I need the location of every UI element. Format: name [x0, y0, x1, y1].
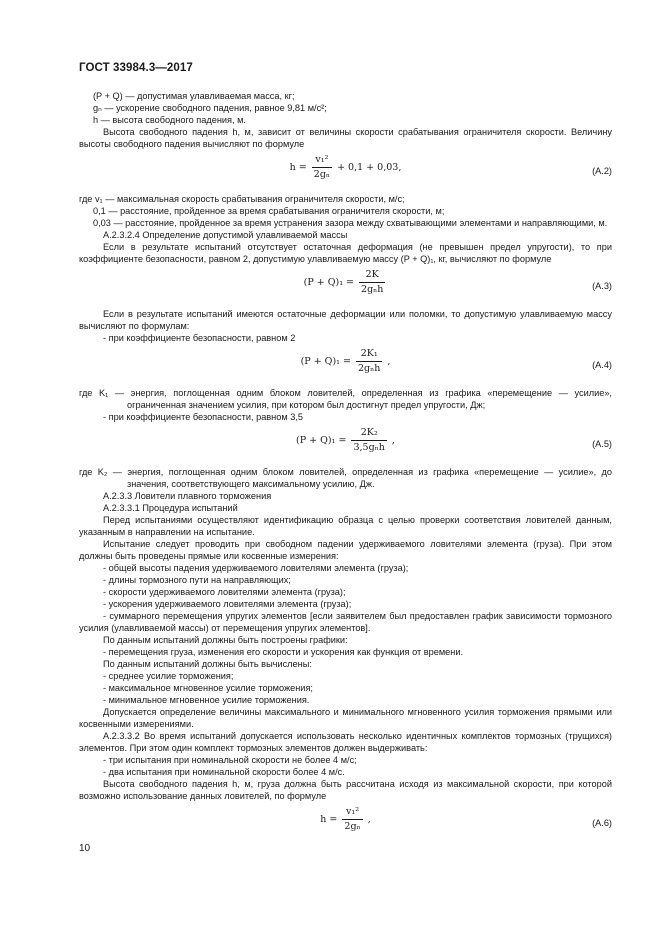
- fraction-denominator: 2gₙ: [313, 169, 331, 180]
- formula-number: (А.4): [592, 360, 612, 370]
- text-line: 0,03 — расстояние, пройденное за время устранения зазора между схватывающими элементами и направляющими, м.: [93, 218, 608, 228]
- list-item: - при коэффициенте безопасности, равном 2: [103, 333, 296, 343]
- section-heading: А.2.3.3.1 Процедура испытаний: [103, 503, 238, 513]
- formula-a4: [79, 348, 612, 382]
- list-item: - перемещения груза, изменения его скорости и ускорения как функция от времени.: [103, 647, 464, 657]
- paragraph: Перед испытаниями осуществляют идентификацию образца с целью проверки соответствия ловителей данным, указанным в направлении на испытание.: [79, 515, 612, 537]
- list-item: - при коэффициенте безопасности, равном 3,5: [103, 412, 304, 422]
- formula-a3: [79, 269, 612, 303]
- list-item: - скорости удерживаемого ловителями элемента (груза);: [103, 587, 346, 597]
- paragraph: где K₂ — энергия, поглощенная одним блоком ловителей, определенная из графика «перемещение — усилие», до значения, соответствующего максимальному усилию, Дж.: [79, 467, 612, 489]
- fraction-denominator: 3,5gₙh: [353, 442, 385, 453]
- formula-lhs: h =: [289, 162, 307, 173]
- text-line: gₙ — ускорение свободного падения, равное 9,81 м/с²;: [93, 103, 327, 113]
- formula-tail: ,: [391, 435, 395, 446]
- fraction: [359, 269, 385, 296]
- formula-lhs: (P + Q)₁ =: [300, 356, 351, 367]
- fraction-numerator: v₁²: [312, 154, 332, 168]
- fraction-numerator: 2K₂: [351, 427, 386, 441]
- fraction: [312, 154, 332, 181]
- fraction-numerator: v₁²: [342, 806, 362, 820]
- formula-lhs: (P + Q)₁ =: [296, 435, 347, 446]
- fraction-numerator: 2K₁: [356, 348, 382, 362]
- document-body: [79, 90, 612, 845]
- document-header: ГОСТ 33984.3—2017: [79, 62, 193, 74]
- list-item: - длины тормозного пути на направляющих;: [103, 575, 291, 585]
- text-line: где v₁ — максимальная скорость срабатывания ограничителя скорости, м/с;: [79, 194, 405, 204]
- page-number: 10: [79, 843, 91, 854]
- text-line: 0,1 — расстояние, пройденное за время срабатывания ограничителя скорости, м;: [93, 206, 445, 216]
- list-item: - минимальное мгновенное усилие торможения.: [103, 695, 310, 705]
- fraction-denominator: 2gₙh: [358, 363, 381, 374]
- fraction: [351, 427, 386, 454]
- paragraph: Высота свободного падения h, м, зависит от величины скорости срабатывания ограничителя скорости. Величину высоты свободного падения вычисляют по формуле: [79, 127, 612, 149]
- list-item: - суммарного перемещения упругих элементов [если заявителем был предоставлен график зависимости тормозного усилия (улавливаемой массы) от перемещения упругих элементов].: [79, 611, 612, 633]
- formula-number: (А.5): [592, 439, 612, 449]
- fraction: [356, 348, 382, 375]
- formula-lhs: h =: [320, 814, 338, 825]
- list-item: - два испытания при номинальной скорости более 4 м/с.: [103, 767, 345, 777]
- section-heading: А.2.3.2.4 Определение допустимой улавливаемой массы: [103, 230, 348, 240]
- formula-a6: [79, 806, 612, 840]
- fraction-numerator: 2K: [359, 269, 385, 283]
- paragraph: Высота свободного падения h, м, груза должна быть рассчитана исходя из максимальной скорости, при которой возможно использование данных ловителей, по формуле: [79, 779, 612, 801]
- paragraph: Испытание следует проводить при свободном падении удерживаемого ловителями элемента (груза). При этом должны быть проведены прямые или косвенные измерения:: [79, 539, 612, 561]
- paragraph: Если в результате испытаний отсутствует остаточная деформация (не превышен предел упругости), то при коэффициенте безопасности, равном 2, допустимую улавливаемую массу (P + Q)₁, кг, вычисляют по формуле: [79, 242, 612, 264]
- paragraph: Если в результате испытаний имеются остаточные деформации или поломки, то допустимую улавливаемую массу вычисляют по формулам:: [79, 309, 612, 331]
- formula-tail: ,: [367, 814, 371, 825]
- paragraph: По данным испытаний должны быть построены графики:: [103, 635, 348, 645]
- list-item: - максимальное мгновенное усилие торможения;: [103, 683, 313, 693]
- paragraph: По данным испытаний должны быть вычислены:: [103, 659, 312, 669]
- formula-tail: + 0,1 + 0,03,: [337, 162, 402, 173]
- formula-number: (А.6): [592, 818, 612, 828]
- paragraph: А.2.3.3.2 Во время испытаний допускается использовать несколько идентичных комплектов тормозных (трущихся) элементов. При этом один комплект тормозных элементов должен выдерживать:: [79, 731, 612, 753]
- fraction-denominator: 2gₙh: [361, 284, 384, 295]
- section-heading: А.2.3.3 Ловители плавного торможения: [103, 491, 272, 501]
- text-line: (P + Q) — допустимая улавливаемая масса, кг;: [93, 91, 295, 101]
- list-item: - ускорения удерживаемого ловителями элемента (груза);: [103, 599, 352, 609]
- formula-number: (А.3): [592, 281, 612, 291]
- paragraph: где K₁ — энергия, поглощенная одним блоком ловителей, определенная из графика «перемещение — усилие», ограниченная значением усилия, при котором был достигнут предел упругости, Дж;: [79, 388, 612, 410]
- formula-a5: [79, 427, 612, 461]
- formula-tail: ,: [387, 356, 391, 367]
- fraction-denominator: 2gₙ: [344, 821, 361, 832]
- formula-number: (А.2): [592, 166, 612, 176]
- fraction: [342, 806, 362, 833]
- formula-lhs: (P + Q)₁ =: [303, 277, 354, 288]
- list-item: - три испытания при номинальной скорости не более 4 м/с;: [103, 755, 357, 765]
- formula-a2: [79, 154, 612, 188]
- text-line: h — высота свободного падения, м.: [93, 115, 246, 125]
- list-item: - общей высоты падения удерживаемого ловителями элемента (груза);: [103, 563, 409, 573]
- list-item: - среднее усилие торможения;: [103, 671, 234, 681]
- paragraph: Допускается определение величины максимального и минимального мгновенного усилия торможения прямыми или косвенными измерениями.: [79, 707, 612, 729]
